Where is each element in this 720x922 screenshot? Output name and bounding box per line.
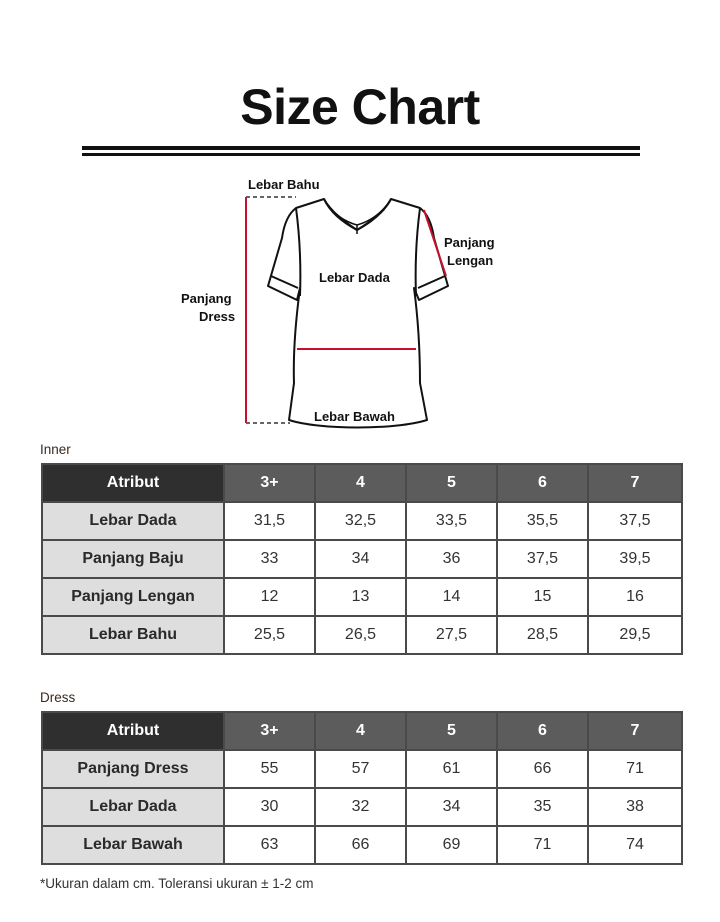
label-panjang-lengan-line1: Panjang [444,235,495,250]
label-lebar-bawah: Lebar Bawah [314,409,395,424]
inner-section-label: Inner [40,442,71,457]
table-row [42,616,682,654]
table-cell: 26,5 [315,616,406,654]
table-row [42,578,682,616]
column-header: 6 [497,712,588,750]
table-cell: 38 [588,788,682,826]
table-row [42,540,682,578]
column-header: 6 [497,464,588,502]
label-panjang-dress-line2: Dress [199,309,236,324]
label-lebar-dada: Lebar Dada [319,270,390,285]
table-cell: 28,5 [497,616,588,654]
row-attribute: Lebar Bawah [42,826,224,864]
row-attribute: Panjang Dress [42,750,224,788]
garment-diagram [0,168,720,438]
table-cell: 34 [406,788,497,826]
table-cell: 34 [315,540,406,578]
table-cell: 30 [224,788,315,826]
table-cell: 14 [406,578,497,616]
row-attribute: Lebar Dada [42,502,224,540]
table-cell: 57 [315,750,406,788]
table-cell: 29,5 [588,616,682,654]
table-cell: 33,5 [406,502,497,540]
inner-size-table [41,463,683,655]
column-header: 7 [588,712,682,750]
table-cell: 63 [224,826,315,864]
column-header: 3+ [224,712,315,750]
table-cell: 55 [224,750,315,788]
label-panjang-dress-line1: Panjang [181,291,232,306]
table-cell: 36 [406,540,497,578]
table-cell: 27,5 [406,616,497,654]
table-cell: 71 [588,750,682,788]
table-cell: 15 [497,578,588,616]
column-header: 4 [315,712,406,750]
dress-section-label: Dress [40,690,76,705]
label-lebar-bahu: Lebar Bahu [248,177,320,192]
table-cell: 39,5 [588,540,682,578]
column-header: 5 [406,712,497,750]
column-header: Atribut [42,464,224,502]
table-cell: 66 [497,750,588,788]
table-cell: 61 [406,750,497,788]
table-cell: 37,5 [588,502,682,540]
table-cell: 35,5 [497,502,588,540]
table-cell: 32 [315,788,406,826]
title-divider-top [82,146,640,150]
table-cell: 35 [497,788,588,826]
table-header-row [42,712,682,750]
column-header: Atribut [42,712,224,750]
table-cell: 66 [315,826,406,864]
table-row [42,750,682,788]
table-cell: 13 [315,578,406,616]
row-attribute: Panjang Baju [42,540,224,578]
table-cell: 69 [406,826,497,864]
dress-illustration-icon [0,168,720,438]
dress-size-table [41,711,683,865]
measurement-note: *Ukuran dalam cm. Toleransi ukuran ± 1-2 cm [40,876,314,891]
table-row [42,502,682,540]
label-panjang-lengan-line2: Lengan [447,253,494,268]
row-attribute: Lebar Bahu [42,616,224,654]
table-header-row [42,464,682,502]
row-attribute: Panjang Lengan [42,578,224,616]
table-cell: 71 [497,826,588,864]
table-row [42,788,682,826]
column-header: 3+ [224,464,315,502]
column-header: 4 [315,464,406,502]
page-title: Size Chart [240,79,480,135]
table-cell: 33 [224,540,315,578]
title-divider-bottom [82,153,640,156]
column-header: 5 [406,464,497,502]
table-cell: 31,5 [224,502,315,540]
table-cell: 25,5 [224,616,315,654]
table-cell: 37,5 [497,540,588,578]
table-row [42,826,682,864]
row-attribute: Lebar Dada [42,788,224,826]
column-header: 7 [588,464,682,502]
table-cell: 12 [224,578,315,616]
table-cell: 74 [588,826,682,864]
table-cell: 16 [588,578,682,616]
table-cell: 32,5 [315,502,406,540]
